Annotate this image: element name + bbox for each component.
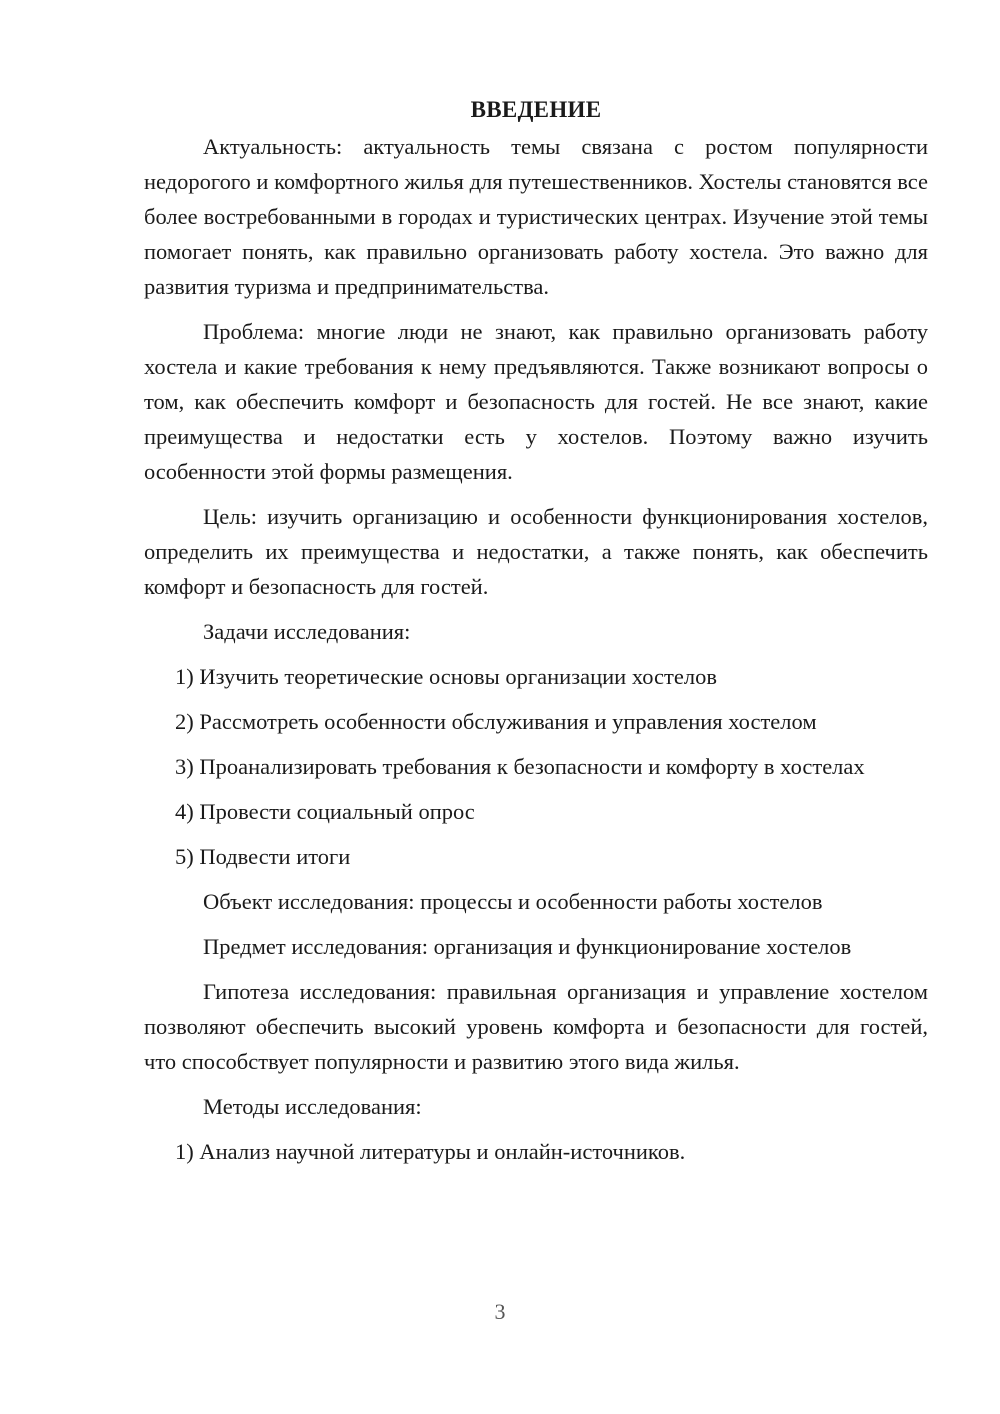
- page-title: ВВЕДЕНИЕ: [470, 97, 602, 122]
- subject-line: Предмет исследования: организация и функционирование хостелов: [203, 934, 852, 959]
- methods-heading: Методы исследования:: [203, 1094, 422, 1119]
- task-item-3: 3) Проанализировать требования к безопасности и комфорту в хостелах: [175, 754, 865, 779]
- document-page: [144, 95, 928, 1179]
- task-item-1: 1) Изучить теоретические основы организации хостелов: [175, 664, 717, 689]
- task-item-2: 2) Рассмотреть особенности обслуживания и управления хостелом: [175, 709, 817, 734]
- goal-paragraph: Цель: изучить организацию и особенности функционирования хостелов, определить их преимущества и недостатки, а также понять, как обеспечить комфорт и безопасность для гостей.: [144, 504, 928, 599]
- problem-paragraph: Проблема: многие люди не знают, как правильно организовать работу хостела и какие требования к нему предъявляются. Также возникают вопросы о том, как обеспечить комфорт и безопасность для гостей. Не все знают, какие преимущества и недостатки есть у хостелов. Поэтому важно изучить особенности этой формы размещения.: [144, 319, 928, 484]
- object-line: Объект исследования: процессы и особенности работы хостелов: [203, 889, 823, 914]
- method-item-1: 1) Анализ научной литературы и онлайн-источников.: [175, 1139, 686, 1164]
- hypothesis-paragraph: Гипотеза исследования: правильная организация и управление хостелом позволяют обеспечить высокий уровень комфорта и безопасности для гостей, что способствует популярности и развитию этого вида жилья.: [144, 979, 928, 1074]
- page-number: 3: [494, 1299, 506, 1324]
- task-item-5: 5) Подвести итоги: [175, 844, 351, 869]
- relevance-paragraph: Актуальность: актуальность темы связана с ростом популярности недорогого и комфортного жилья для путешественников. Хостелы становятся все более востребованными в городах и туристических центрах. Изучение этой темы помогает понять, как правильно организовать работу хостела. Это важно для развития туризма и предпринимательства.: [144, 134, 928, 299]
- task-item-4: 4) Провести социальный опрос: [175, 799, 475, 824]
- tasks-heading: Задачи исследования:: [203, 619, 411, 644]
